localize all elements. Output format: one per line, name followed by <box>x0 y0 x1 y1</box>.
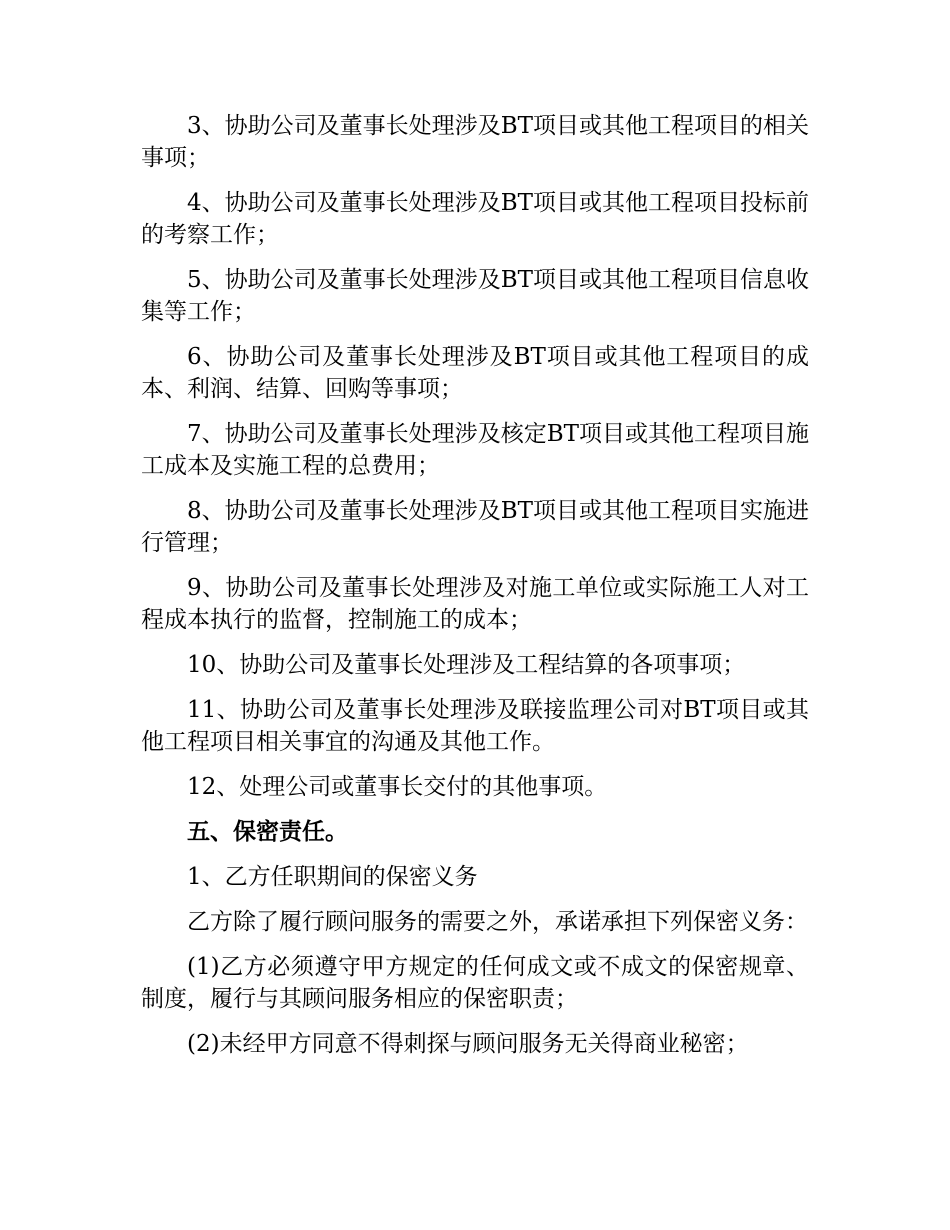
paragraph-item-5: 5、协助公司及董事长处理涉及BT项目或其他工程项目信息收集等工作； <box>141 267 809 325</box>
document-body <box>141 110 809 1073</box>
paragraph-clause-1: (1)乙方必须遵守甲方规定的任何成文或不成文的保密规章、制度，履行与其顾问服务相应的保密职责； <box>141 954 809 1012</box>
paragraph-item-8: 8、协助公司及董事长处理涉及BT项目或其他工程项目实施进行管理； <box>141 498 809 556</box>
paragraph-item-10: 10、协助公司及董事长处理涉及工程结算的各项事项； <box>187 652 746 678</box>
section-heading-confidentiality: 五、保密责任。 <box>187 818 348 845</box>
subsection-title-obligations: 1、乙方任职期间的保密义务 <box>187 864 478 890</box>
paragraph-item-9: 9、协助公司及董事长处理涉及对施工单位或实际施工人对工程成本执行的监督，控制施工的成本； <box>141 575 809 633</box>
paragraph-item-12: 12、处理公司或董事长交付的其他事项。 <box>187 774 608 800</box>
paragraph-item-11: 11、协助公司及董事长处理涉及联接监理公司对BT项目或其他工程项目相关事宜的沟通及其他工作。 <box>141 697 809 755</box>
paragraph-item-3: 3、协助公司及董事长处理涉及BT项目或其他工程项目的相关事项； <box>141 113 809 171</box>
paragraph-item-4: 4、协助公司及董事长处理涉及BT项目或其他工程项目投标前的考察工作； <box>141 190 809 248</box>
paragraph-clause-2: (2)未经甲方同意不得刺探与顾问服务无关得商业秘密； <box>187 1031 749 1057</box>
paragraph-item-6: 6、协助公司及董事长处理涉及BT项目或其他工程项目的成本、利润、结算、回购等事项； <box>141 344 809 402</box>
paragraph-item-7: 7、协助公司及董事长处理涉及核定BT项目或其他工程项目施工成本及实施工程的总费用； <box>141 421 809 479</box>
paragraph-intro: 乙方除了履行顾问服务的需要之外，承诺承担下列保密义务： <box>187 909 808 935</box>
